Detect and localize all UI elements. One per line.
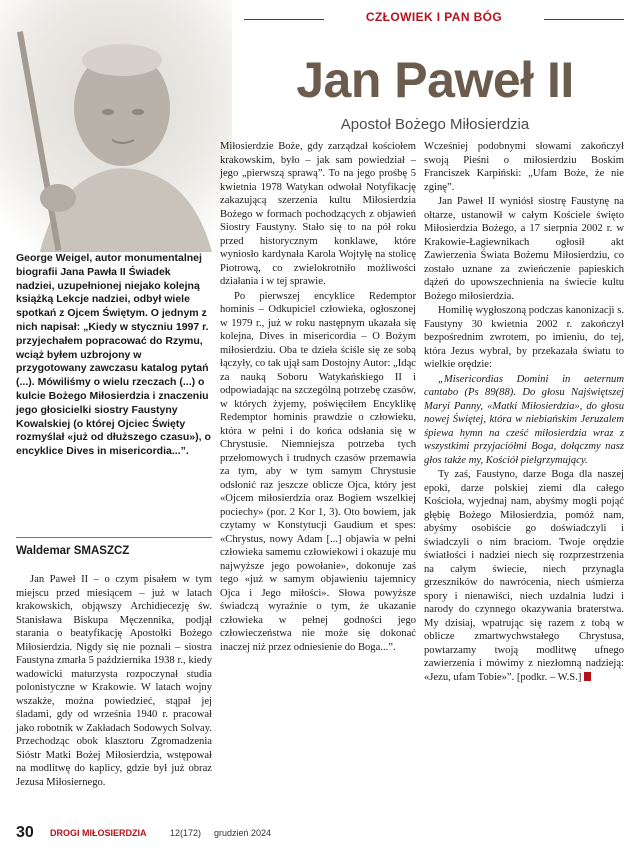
portrait-image — [0, 0, 232, 252]
paragraph: Miłosierdzie Boże, gdy zarządzał kościołem krakowskim, było – jak sam powiedział – jego „pierwszą sprawą”. To na jego prośbę 5 kwietnia 1978 Watykan odwołał Notyfikację zakazującą szerzenia kultu Miłosierdzia Bożego w formach pochodzących z objawień Siostry Faustyny. Stało się to na pół roku przed historycznym konklawe, które wyniosło kardynała Karola Wojtyłę na stolicę Piotrową, co zwielokrotniło możliwości działania i w tej sprawie. — [220, 141, 416, 287]
header-rule-right — [544, 19, 624, 20]
article-subtitle: Apostoł Bożego Miłosierdzia — [340, 116, 530, 133]
paragraph: „Misericordias Domini in aeternum cantabo (Ps 89(88). Do głosu Najświętszej Maryi Panny, «Matki Miłosierdzia», do głosu nowej Świętej, która w niebiańskim Jeruzalem śpiewa hymn na cześć miłosierdzia wraz z wszystkimi przyjaciółmi Boga, dołączmy nasz głos także my, Kościół pielgrzymujący. — [424, 373, 624, 466]
issue-number: 12(172) — [170, 828, 202, 838]
byline-rule — [16, 537, 212, 538]
article-title: Jan Paweł II — [296, 52, 574, 108]
paragraph-text: Ty zaś, Faustyno, darze Boga dla naszej epoki, darze polskiej ziemi dla całego Kościoła, wyjednaj nam, abyśmy mogli pojąć głębię Bożego Miłosierdzia, pomóż nam, abyśmy osobiście go doświadczyli i świadczyli o nim braciom. Twoje orędzie światłości i nadziei niech się rozprzestrzenia na całym świecie, niech przynagla grzeszników do nawrócenia, niech uśmierza spory i nienawiści, niech uzdalnia ludzi i narody do czynnego okazywania braterstwa. My dzisiaj, wpatrując się razem z tobą w oblicze zmartwychwstałego Chrystusa, powtarzamy twoją modlitwę ufnego zawierzenia i mówimy z niezłomną nadzieją: «Jezu, ufam Tobie»”. [podkr. – W.S.] — [424, 469, 624, 683]
magazine-name: DROGI MIŁOSIERDZIA — [50, 828, 147, 838]
paragraph: Po pierwszej encyklice Redemptor hominis – Odkupiciel człowieka, ogłoszonej w 1979 r., już w roku następnym ukazała się kolejna, Dives in misericordia – O Bożym miłosierdziu. Oba te dzieła ściśle się ze sobą łączyły, co tak ujął sam Dostojny Autor: „Idąc za nauką Soboru Watykańskiego II i odpowiadając na szczególną potrzebę czasów, w których żyjemy, poświęciłem Encyklikę Redemptor hominis prawdzie o człowieku, która w pełni i do końca odsłania się w Chrystusie. Niemniejsza potrzeba tych przełomowych i trudnych czasów przemawia za tym, aby w tym samym Chrystusie odsłonić raz jeszcze oblicze Ojca, który jest «Ojcem miłosierdzia oraz Bogiem wszelkiej pociechy» (por. 2 Kor 1, 3). Oto bowiem, jak czytamy w Konstytucji Gaudium et spes: «Chrystus, nowy Adam [...] objawia w pełni człowieka samemu człowiekowi i okazuje mu najwyższe jego powołanie», dokonuje zaś tego «już w samym objawieniu tajemnicy Ojca i Jego miłości». Słowa powyższe świadczą wyraźnie o tym, że ukazanie człowieka w pełnej godności jego człowieczeństwa nie może się dokonać inaczej niż przez odniesienie do Boga...”. — [220, 290, 416, 653]
paragraph: Wcześniej podobnymi słowami zakończył swoją Pieśni o miłosierdziu Boskim Franciszek Karpiński: „Ufam Boże, że nie zginę”. — [424, 141, 624, 193]
page-footer — [16, 822, 626, 850]
page-number: 30 — [16, 824, 34, 841]
paragraph: Homilię wygłoszoną podczas kanonizacji s. Faustyny 30 kwietnia 2002 r. zakończył bezpośrednim zwrotem, po imieniu, do tej, która Jezus wybrał, by przekazała światu to wielkie orędzie: — [424, 305, 624, 370]
sidebar-quote: George Weigel, autor monumentalnej biografii Jana Pawła II Świadek nadziei, uzupełnionej niejako kolejną książką Lekcje nadziei, odbył wiele spotkań z Ojcem Świętym. O jednym z nich napisał: „Kiedy w styczniu 1997 r. przyjechałem popracować do Rzymu, wciąż byłem uzbrojony w przygotowany zawczasu katalog pytań (...). Mówiliśmy o wielu rzeczach (...) o kulcie Bożego Miłosierdzia i znaczeniu jego głosicielki siostry Faustyny Kowalskiej (o której Ojciec Święty rozmyślał «już od dłuższego czasu»), o encyklice Dives in misericordia...”. — [16, 252, 211, 458]
section-header — [244, 8, 624, 30]
column-1 — [16, 573, 212, 790]
column-2 — [220, 140, 416, 655]
paragraph — [424, 468, 624, 684]
issue-date: grudzień 2024 — [214, 828, 272, 838]
author-byline: Waldemar SMASZCZ — [16, 545, 130, 557]
paragraph: Jan Paweł II wyniósł siostrę Faustynę na ołtarze, ustanowił w całym Kościele święto Miłosierdzia Bożego, a 17 sierpnia 2002 r. w Krakowie-Łagiewnikach ogłosił akt Zawierzenia Świata Bożemu Miłosierdziu, co zostało uznane za zwieńczenie papieskich dążeń do upowszechnienia na świecie kultu Bożego miłosierdzia. — [424, 196, 624, 302]
end-mark — [584, 672, 591, 681]
section-label: CZŁOWIEK I PAN BÓG — [365, 10, 503, 24]
paragraph: Jan Paweł II – o czym pisałem w tym miejscu przed miesiącem – już w latach krakowskich, objąwszy Archidiecezję św. Stanisława Biskupa Męczennika, podjął starania o beatyfikację Apostołki Bożego Miłosierdzia. Nigdy się nie poznali – siostra Faustyna zmarła 5 października 1938 r., kiedy wadowicki maturzysta rozpoczynał studia polonistyczne w Krakowie. W latach wojny wszakże, można powiedzieć, stąpał jej śladami, gdy od września 1940 r. pracował jako robotnik w Zakładach Sodowych Solvay. Przechodząc obok klasztoru Zgromadzenia Sióstr Matki Bożej Miłosierdzia, wstępował na modlitwę do kaplicy, gdzie był już obraz Jezusa Miłosiernego. — [16, 574, 212, 788]
column-4 — [424, 140, 624, 685]
